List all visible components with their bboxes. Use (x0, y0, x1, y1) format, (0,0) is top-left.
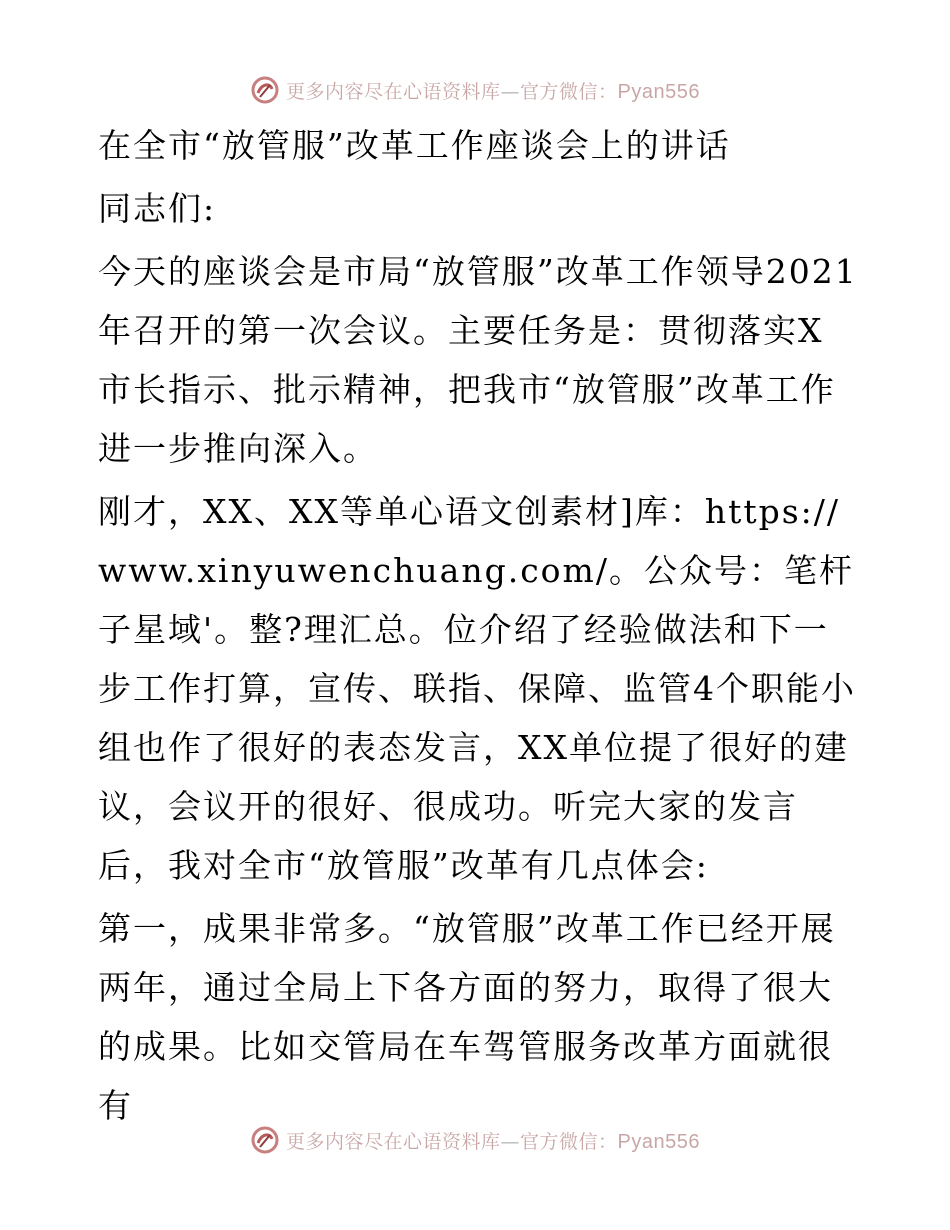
document-body (98, 116, 858, 1139)
watermark-brand: 更多内容尽在心语资料库 (286, 80, 501, 103)
watermark-wechat-id: Pyan556 (617, 1130, 700, 1153)
watermark-text (286, 77, 700, 104)
paragraph-1: 今天的座谈会是市局“放管服”改革工作领导2021年召开的第一次会议。主要任务是：贯彻落实X市长指示、批示精神，把我市“放管服”改革工作进一步推向深入。 (98, 252, 858, 468)
watermark-separator: — (500, 80, 521, 103)
watermark-channel: 官方微信： (520, 1130, 618, 1153)
paragraph-3: 第一，成果非常多。“放管服”改革工作已经开展两年，通过全局上下各方面的努力，取得了很大的成果。比如交管局在车驾管服务改革方面就很有 (98, 909, 836, 1125)
watermark-separator: — (500, 1130, 521, 1153)
watermark-channel: 官方微信： (520, 80, 618, 103)
watermark-footer (0, 1120, 950, 1160)
red-swirl-logo-icon (250, 75, 280, 105)
watermark-header (0, 70, 950, 110)
watermark-text (286, 1127, 700, 1154)
red-swirl-logo-icon (250, 1125, 280, 1155)
paragraph-2: 刚才，XX、XX等单心语文创素材]库：https://www.xinyuwenchuang.com/。公众号：笔杆子星域'。整?理汇总。位介绍了经验做法和下一步工作打算，宣传、联指、保障、监管4个职能小组也作了很好的表态发言，XX单位提了很好的建议，会议开的很好、很成功。听完大家的发言后，我对全市“放管服”改革有几点体会: (98, 492, 856, 885)
document-title: 在全市“放管服”改革工作座谈会上的讲话 (98, 126, 731, 165)
watermark-brand: 更多内容尽在心语资料库 (286, 1130, 501, 1153)
document-salutation: 同志们: (98, 189, 217, 228)
watermark-wechat-id: Pyan556 (617, 80, 700, 103)
